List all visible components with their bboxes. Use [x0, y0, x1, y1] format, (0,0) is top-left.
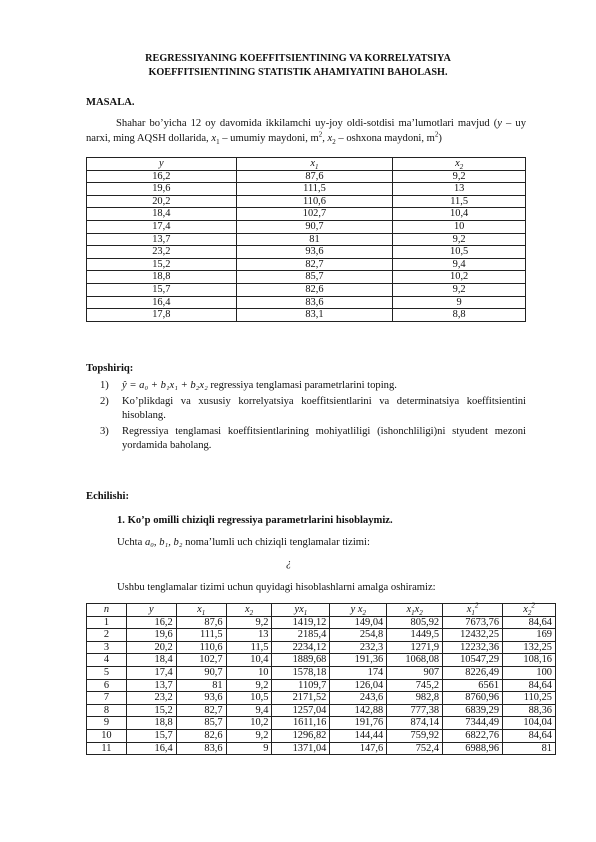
- table-cell: 110,25: [503, 692, 556, 705]
- table-cell: 110,6: [236, 195, 393, 208]
- table-cell: 88,36: [503, 704, 556, 717]
- table-cell: 10,2: [226, 717, 272, 730]
- list-item: 2) Ko’plikdagi va xususiy korrelyatsiya koeffitsientlarini va determinatsiya koeffitsientini hisoblang.: [100, 395, 526, 421]
- table-cell: 90,7: [176, 666, 226, 679]
- table-cell: 191,36: [330, 654, 387, 667]
- table-cell: 2: [87, 629, 127, 642]
- table-cell: 83,6: [176, 742, 226, 755]
- table-cell: 93,6: [236, 246, 393, 259]
- table-cell: 11,5: [393, 195, 526, 208]
- topshiriq-heading: Topshiriq:: [86, 363, 134, 374]
- header-x1x2: $x_1x_2$: [387, 604, 443, 617]
- table-row: [87, 641, 556, 654]
- table-cell: 82,7: [176, 704, 226, 717]
- header-x1-squared: $x_1^2$: [443, 604, 503, 617]
- table-cell: 18,8: [87, 271, 237, 284]
- table-row: [87, 654, 556, 667]
- table-cell: 19,6: [87, 183, 237, 196]
- step-1-heading: 1. Ko’p omilli chiziqli regressiya parametrlarini hisoblaymiz.: [117, 515, 393, 526]
- table-row: [87, 258, 526, 271]
- table-cell: 11: [87, 742, 127, 755]
- masala-heading: MASALA.: [86, 97, 135, 108]
- table-cell: 10,5: [393, 246, 526, 259]
- table-cell: 10: [226, 666, 272, 679]
- table-cell: 111,5: [176, 629, 226, 642]
- table-cell: 110,6: [176, 641, 226, 654]
- header-x2: $x_2$: [393, 158, 526, 171]
- table-cell: 6561: [443, 679, 503, 692]
- table-cell: 82,6: [236, 283, 393, 296]
- table-cell: 7344,49: [443, 717, 503, 730]
- table-row: [87, 183, 526, 196]
- table-cell: 1419,12: [272, 616, 330, 629]
- header-yx2: y $x_2$: [330, 604, 387, 617]
- table-cell: 1449,5: [387, 629, 443, 642]
- table-cell: 13: [226, 629, 272, 642]
- table-cell: 9,4: [226, 704, 272, 717]
- system-intro: Uchta a₀, b₁, b₂ noma’lumli uch chiziqli tenglamalar tizimi:: [117, 537, 370, 548]
- table-cell: 3: [87, 641, 127, 654]
- table-cell: 16,2: [126, 616, 176, 629]
- table-cell: 982,8: [387, 692, 443, 705]
- table-cell: 13,7: [126, 679, 176, 692]
- calc-intro: Ushbu tenglamalar tizimi uchun quyidagi hisoblashlarni amalga oshiramiz:: [117, 582, 436, 593]
- table-cell: 9,4: [393, 258, 526, 271]
- table-cell: 16,4: [126, 742, 176, 755]
- regression-formula: ŷ = a₀ + b₁x₁ + b₂x₂: [122, 380, 208, 391]
- table-row: [87, 717, 556, 730]
- table-cell: 10: [393, 220, 526, 233]
- table-row: [87, 271, 526, 284]
- table-cell: 93,6: [176, 692, 226, 705]
- table-cell: 1371,04: [272, 742, 330, 755]
- table-cell: 1611,16: [272, 717, 330, 730]
- table-cell: 82,6: [176, 729, 226, 742]
- table-cell: 102,7: [236, 208, 393, 221]
- table-cell: 13,7: [87, 233, 237, 246]
- header-x2: $x_2$: [226, 604, 272, 617]
- table-cell: 15,7: [87, 283, 237, 296]
- table-cell: 6: [87, 679, 127, 692]
- table-cell: 9,2: [226, 729, 272, 742]
- table-cell: 87,6: [176, 616, 226, 629]
- table-cell: 147,6: [330, 742, 387, 755]
- table-cell: 9: [226, 742, 272, 755]
- table-cell: 174: [330, 666, 387, 679]
- title-line-2: KOEFFITSIENTINING STATISTIK AHAMIYATINI BAHOLASH.: [148, 67, 448, 78]
- table-cell: 85,7: [176, 717, 226, 730]
- table-cell: 11,5: [226, 641, 272, 654]
- table-cell: 1109,7: [272, 679, 330, 692]
- table-cell: 874,14: [387, 717, 443, 730]
- table-cell: 18,4: [126, 654, 176, 667]
- table-cell: 142,88: [330, 704, 387, 717]
- table-cell: 84,64: [503, 616, 556, 629]
- table-cell: 81: [236, 233, 393, 246]
- table-row: [87, 692, 556, 705]
- table-cell: 243,6: [330, 692, 387, 705]
- table-cell: 132,25: [503, 641, 556, 654]
- table-cell: 149,04: [330, 616, 387, 629]
- table-cell: 10,4: [393, 208, 526, 221]
- table-cell: 13: [393, 183, 526, 196]
- table-row: [87, 629, 556, 642]
- table-row: [87, 283, 526, 296]
- table-row: [87, 246, 526, 259]
- header-x1: $x_1$: [236, 158, 393, 171]
- table-cell: 90,7: [236, 220, 393, 233]
- table-cell: 111,5: [236, 183, 393, 196]
- table-cell: 17,8: [87, 309, 237, 322]
- data-table: [86, 157, 526, 322]
- table-cell: 752,4: [387, 742, 443, 755]
- table-cell: 8226,49: [443, 666, 503, 679]
- table-cell: 81: [176, 679, 226, 692]
- list-item: 3) Regressiya tenglamasi koeffitsientlarining mohiyatliligi (ishonchliligi)ni styudent mezoni yordamida baholang.: [100, 425, 526, 451]
- table-cell: 108,16: [503, 654, 556, 667]
- table-cell: 85,7: [236, 271, 393, 284]
- table-cell: 84,64: [503, 679, 556, 692]
- table-cell: 4: [87, 654, 127, 667]
- table-row: [87, 170, 526, 183]
- table-row: [87, 729, 556, 742]
- calc-table: [86, 603, 556, 755]
- table-cell: 15,2: [87, 258, 237, 271]
- list-item: 1) ŷ = a₀ + b₁x₁ + b₂x₂ regressiya tenglamasi parametrlarini toping.: [100, 380, 397, 391]
- table-cell: 8,8: [393, 309, 526, 322]
- table-cell: 1: [87, 616, 127, 629]
- table-cell: 6839,29: [443, 704, 503, 717]
- table-cell: 16,4: [87, 296, 237, 309]
- table-cell: 9: [393, 296, 526, 309]
- masala-text: Shahar bo’yicha 12 oy davomida ikkilamchi uy-joy oldi-sotdisi ma’lumotlari mavjud (y – uy narxi, ming AQSH dollarida, $x_1$ – umumiy maydoni, $m^2$, $x_2$ – oshxona maydoni, $m^2$): [86, 118, 527, 147]
- table-cell: 23,2: [87, 246, 237, 259]
- table-cell: 9,2: [393, 170, 526, 183]
- table-cell: 17,4: [87, 220, 237, 233]
- header-x1: $x_1$: [176, 604, 226, 617]
- table-cell: 9: [87, 717, 127, 730]
- table-cell: 9,2: [393, 283, 526, 296]
- table-cell: 2234,12: [272, 641, 330, 654]
- table-cell: 100: [503, 666, 556, 679]
- table-cell: 759,92: [387, 729, 443, 742]
- table-cell: 15,2: [126, 704, 176, 717]
- echilishi-heading: Echilishi:: [86, 491, 129, 502]
- table-cell: 87,6: [236, 170, 393, 183]
- table-cell: 1068,08: [387, 654, 443, 667]
- table-cell: 20,2: [87, 195, 237, 208]
- table-row: [87, 296, 526, 309]
- table-cell: 8: [87, 704, 127, 717]
- table-row: [87, 742, 556, 755]
- table-cell: 1296,82: [272, 729, 330, 742]
- table-cell: 7: [87, 692, 127, 705]
- table-cell: 9,2: [226, 679, 272, 692]
- table-cell: 232,3: [330, 641, 387, 654]
- table-cell: 777,38: [387, 704, 443, 717]
- table-cell: 745,2: [387, 679, 443, 692]
- table-cell: 144,44: [330, 729, 387, 742]
- table-cell: 10547,29: [443, 654, 503, 667]
- table-cell: 10,5: [226, 692, 272, 705]
- table-cell: 126,04: [330, 679, 387, 692]
- table-cell: 82,7: [236, 258, 393, 271]
- table-cell: 9,2: [226, 616, 272, 629]
- table-cell: 7673,76: [443, 616, 503, 629]
- header-yx1: $yx_1$: [272, 604, 330, 617]
- table-cell: 16,2: [87, 170, 237, 183]
- table-cell: 17,4: [126, 666, 176, 679]
- table-cell: 19,6: [126, 629, 176, 642]
- table-cell: 104,04: [503, 717, 556, 730]
- table-cell: 9,2: [393, 233, 526, 246]
- table-cell: 1257,04: [272, 704, 330, 717]
- table-row: [87, 233, 526, 246]
- table-cell: 102,7: [176, 654, 226, 667]
- table-row: [87, 616, 556, 629]
- table-row: [87, 666, 556, 679]
- table-cell: 15,7: [126, 729, 176, 742]
- table-cell: 18,8: [126, 717, 176, 730]
- table-row: [87, 208, 526, 221]
- table-cell: 254,8: [330, 629, 387, 642]
- table-cell: 2185,4: [272, 629, 330, 642]
- header-y: y: [126, 604, 176, 617]
- table-cell: 1578,18: [272, 666, 330, 679]
- table-row: [87, 220, 526, 233]
- table-cell: 1889,68: [272, 654, 330, 667]
- table-cell: 23,2: [126, 692, 176, 705]
- table-cell: 83,6: [236, 296, 393, 309]
- table-row: [87, 309, 526, 322]
- table-cell: 5: [87, 666, 127, 679]
- table-cell: 81: [503, 742, 556, 755]
- table-cell: 10,2: [393, 271, 526, 284]
- table-row: [87, 679, 556, 692]
- table-cell: 805,92: [387, 616, 443, 629]
- equation-placeholder: ¿: [286, 558, 292, 569]
- table-cell: 12432,25: [443, 629, 503, 642]
- table-cell: 10,4: [226, 654, 272, 667]
- table-cell: 907: [387, 666, 443, 679]
- table-header-row: [87, 158, 526, 171]
- table-row: [87, 704, 556, 717]
- header-y: y: [87, 158, 237, 171]
- task-list: [100, 379, 526, 455]
- table-cell: 6988,96: [443, 742, 503, 755]
- table-cell: 10: [87, 729, 127, 742]
- table-cell: 12232,36: [443, 641, 503, 654]
- table-cell: 84,64: [503, 729, 556, 742]
- table-cell: 18,4: [87, 208, 237, 221]
- table-cell: 1271,9: [387, 641, 443, 654]
- title-line-1: REGRESSIYANING KOEFFITSIENTINING VA KORRELYATSIYA: [145, 53, 451, 64]
- table-header-row: [87, 604, 556, 617]
- table-row: [87, 195, 526, 208]
- table-cell: 2171,52: [272, 692, 330, 705]
- table-cell: 169: [503, 629, 556, 642]
- table-cell: 8760,96: [443, 692, 503, 705]
- header-x2-squared: $x_2^2$: [503, 604, 556, 617]
- header-n: n: [87, 604, 127, 617]
- table-cell: 191,76: [330, 717, 387, 730]
- table-cell: 20,2: [126, 641, 176, 654]
- table-cell: 83,1: [236, 309, 393, 322]
- document-title: [86, 52, 510, 80]
- table-cell: 6822,76: [443, 729, 503, 742]
